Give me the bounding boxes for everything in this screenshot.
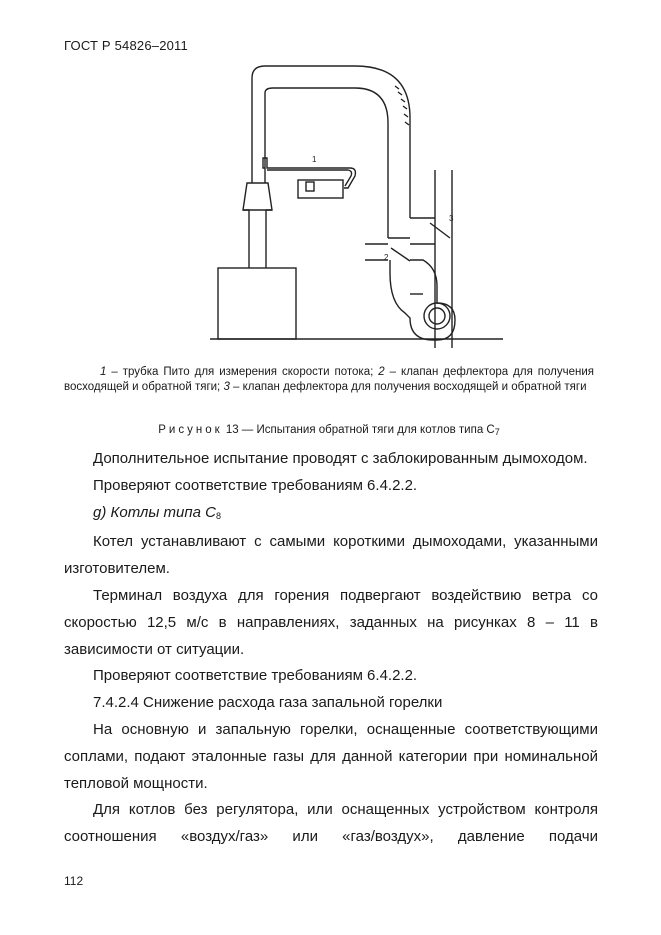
pitot-tube (263, 158, 355, 188)
boiler-box (218, 268, 296, 339)
label-2: 2 (384, 253, 389, 262)
test-setup-diagram (205, 58, 505, 348)
paragraph-2: Проверяют соответствие требованиям 6.4.2.2. (93, 476, 418, 494)
paragraph-3-sub: 8 (215, 510, 221, 521)
legend-num-2: 2 (378, 366, 385, 378)
paragraph-8: На основную и запальную горелки, оснащенные соответствующими соплами, подают эталонные газы для данной категории при номинальной тепловой мощности. (64, 720, 598, 792)
legend-num-1: 1 (100, 366, 107, 378)
document-code: ГОСТ Р 54826–2011 (64, 38, 188, 53)
legend-num-3: 3 (223, 381, 230, 393)
page-number: 112 (64, 874, 84, 888)
fan-rotor (424, 303, 450, 329)
paragraph-3-text: g) Котлы типа C (93, 503, 216, 521)
section-heading: 7.4.2.4 Снижение расхода газа запальной горелки (93, 694, 443, 712)
figure-title (64, 424, 594, 437)
figure-legend (64, 365, 594, 395)
paragraph-1: Дополнительное испытание проводят с заблокированным дымоходом. (93, 450, 588, 467)
label-3: 3 (449, 214, 454, 223)
figure-title-text: 13 — Испытания обратной тяги для котлов типа C (222, 424, 495, 436)
draught-diverter (243, 183, 272, 210)
figure-title-sub: 7 (494, 427, 500, 437)
paragraph-5: Терминал воздуха для горения подвергают воздействию ветра со скоростью 12,5 м/с в направлениях, заданных на рисунках 8 – 11 в зависимости от ситуации. (64, 586, 598, 658)
label-1: 1 (312, 155, 317, 164)
body-text (64, 446, 598, 851)
legend-text-1: – трубка Пито для измерения скорости потока; (106, 366, 379, 378)
figure-title-prefix: Рисунок (158, 424, 223, 436)
fan-housing (390, 260, 455, 340)
paragraph-6: Проверяют соответствие требованиям 6.4.2.2. (93, 667, 418, 685)
paragraph-3 (64, 500, 598, 530)
legend-text-2: – клапан дефлектора для получения восходящей и обратной тяги; (64, 366, 595, 393)
paragraph-9: Для котлов без регулятора, или оснащенных устройством контроля соотношения «воздух/газ» или «газ/воздух», давление подачи (64, 801, 598, 846)
manometer (298, 180, 343, 198)
legend-text-3: – клапан дефлектора для получения восходящей и обратной тяги (229, 381, 587, 393)
paragraph-4: Котел устанавливают с самыми короткими дымоходами, указанными изготовителем. (64, 533, 598, 578)
